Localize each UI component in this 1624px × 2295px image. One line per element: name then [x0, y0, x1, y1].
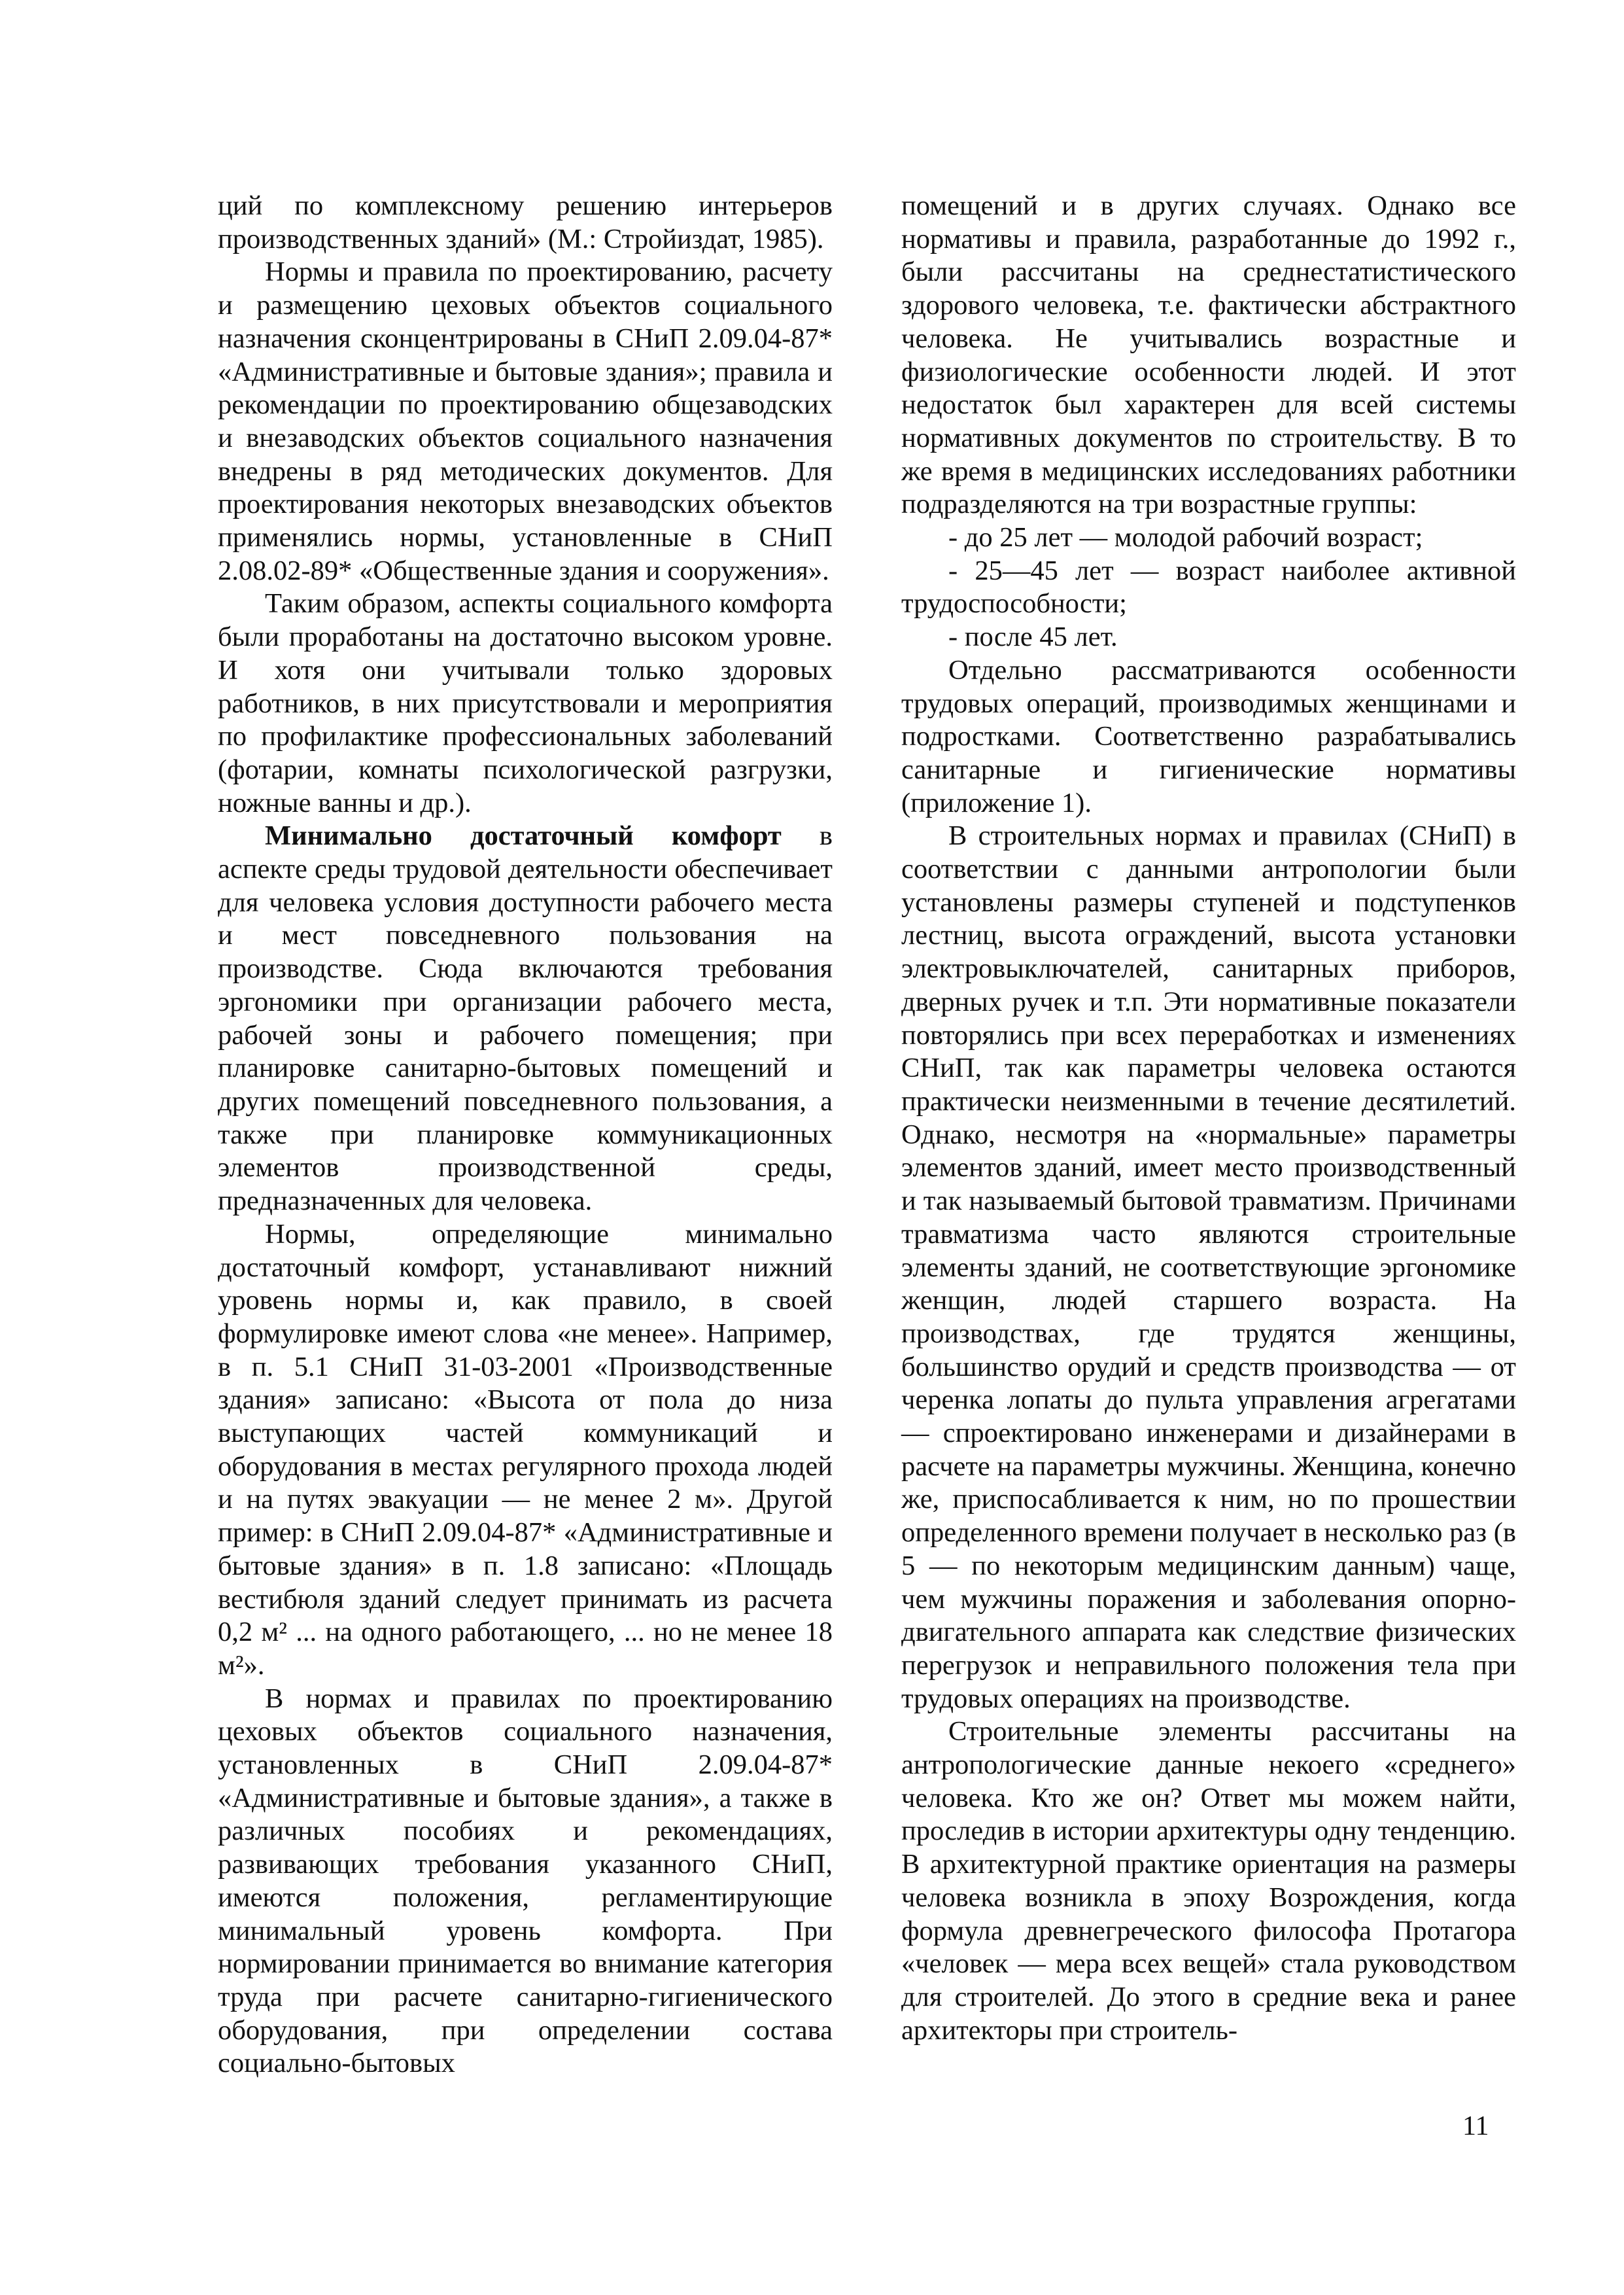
- paragraph: [218, 820, 833, 1218]
- paragraph: Таким образом, аспекты социального комфорта были проработаны на достаточно высоком уровне. И хотя они учитывали только здоровых работников, в них присутствовали и мероприятия по профилактике профессиональных заболеваний (фотарии, комнаты психологической разгрузки, ножные ванны и др.).: [218, 588, 833, 818]
- paragraph: помещений и в других случаях. Однако все нормативы и правила, разработанные до 1992 г., были рассчитаны на среднестатистического здорового человека, т.е. фактически абстрактного человека. Не учитывались возрастные и физиологические особенности людей. И этот недостаток был характерен для всей системы нормативных документов по строительству. В то же время в медицинских исследованиях работники подразделяются на три возрастные группы:: [901, 190, 1516, 520]
- list-item: - после 45 лет.: [948, 622, 1118, 653]
- page-number: 11: [1462, 2111, 1489, 2141]
- paragraph: Нормы и правила по проектированию, расчету и размещению цеховых объектов социального назначения сконцентрированы в СНиП 2.09.04-87* «Административные и бытовые здания»; правила и рекомендации по проектированию общезаводских и внезаводских объектов социального назначения внедрены в ряд методических документов. Для проектирования некоторых внезаводских объектов применялись нормы, установленные в СНиП 2.08.02-89* «Общественные здания и сооружения».: [218, 256, 833, 586]
- paragraph: Нормы, определяющие минимально достаточный комфорт, устанавливают нижний уровень нормы и, как правило, в своей формулировке имеют слова «не менее». Например, в п. 5.1 СНиП 31-03-2001 «Производственные здания» записано: «Высота от пола до низа выступающих частей коммуникаций и оборудования в местах регулярного прохода людей и на путях эвакуации — не менее 2 м». Другой пример: в СНиП 2.09.04-87* «Административные и бытовые здания» в п. 1.8 записано: «Площадь вестибюля зданий следует принимать из расчета 0,2 м² ... на одного работающего, ... но не менее 18 м²».: [218, 1218, 833, 1681]
- bold-term: Минимально достаточный комфорт: [265, 820, 782, 852]
- paragraph: Строительные элементы рассчитаны на антропологические данные некоего «среднего» человека. Кто же он? Ответ мы можем найти, проследив в истории архитектуры одну тенденцию. В архитектурной практике ориентация на размеры человека возникла в эпоху Возрождения, когда формула древнегреческого философа Протагора «человек — мера всех вещей» стала руководством для строителей. До этого в средние века и ранее архитекторы при строитель-: [901, 1716, 1516, 2046]
- left-column: [218, 190, 833, 2080]
- paragraph: Отдельно рассматриваются особенности трудовых операций, производимых женщинами и подростками. Соответственно разрабатывались санитарные и гигиенические нормативы (приложение 1).: [901, 654, 1516, 818]
- paragraph: ций по комплексному решению интерьеров производственных зданий» (М.: Стройиздат, 1985).: [218, 190, 833, 254]
- paragraph: В строительных нормах и правилах (СНиП) в соответствии с данными антропологии были установлены размеры ступеней и подступенков лестниц, высота ограждений, высота установки электровыключателей, санитарных приборов, дверных ручек и т.п. Эти нормативные показатели повторялись при всех переработках и изменениях СНиП, так как параметры человека остаются практически неизменными в течение десятилетий. Однако, несмотря на «нормальные» параметры элементов зданий, имеет место производственный и так называемый бытовой травматизм. Причинами травматизма часто являются строительные элементы зданий, не соответствующие эргономике женщин, людей старшего возраста. На производствах, где трудятся женщины, большинство орудий и средств производства — от черенка лопаты до пульта управления агрегатами — спроектировано инженерами и дизайнерами в расчете на параметры мужчины. Женщина, конечно же, приспосабливается к ним, но по прошествии определенного времени получает в несколько раз (в 5 — по некоторым медицинским данным) чаще, чем мужчины поражения и заболевания опорно-двигательного аппарата как следствие физических перегрузок и неправильного положения тела при трудовых операциях на производстве.: [901, 820, 1516, 1714]
- list-item: - до 25 лет — молодой рабочий возраст;: [948, 522, 1423, 553]
- list-item: - 25—45 лет — возраст наиболее активной трудоспособности;: [901, 555, 1516, 620]
- right-column: [901, 190, 1516, 2047]
- paragraph-text: в аспекте среды трудовой деятельности обеспечивает для человека условия доступности рабочего места и мест повседневного пользования на производстве. Сюда включаются требования эргономики при организации рабочего места, рабочей зоны и рабочего помещения; при планировке санитарно-бытовых помещений и других помещений повседневного пользования, а также при планировке коммуникационных элементов производственной среды, предназначенных для человека.: [218, 820, 833, 1217]
- paragraph: В нормах и правилах по проектированию цеховых объектов социального назначения, установленных в СНиП 2.09.04-87* «Административные и бытовые здания», а также в различных пособиях и рекомендациях, развивающих требования указанного СНиП, имеются положения, регламентирующие минимальный уровень комфорта. При нормировании принимается во внимание категория труда при расчете санитарно-гигиенического оборудования, при определении состава социально-бытовых: [218, 1683, 833, 2079]
